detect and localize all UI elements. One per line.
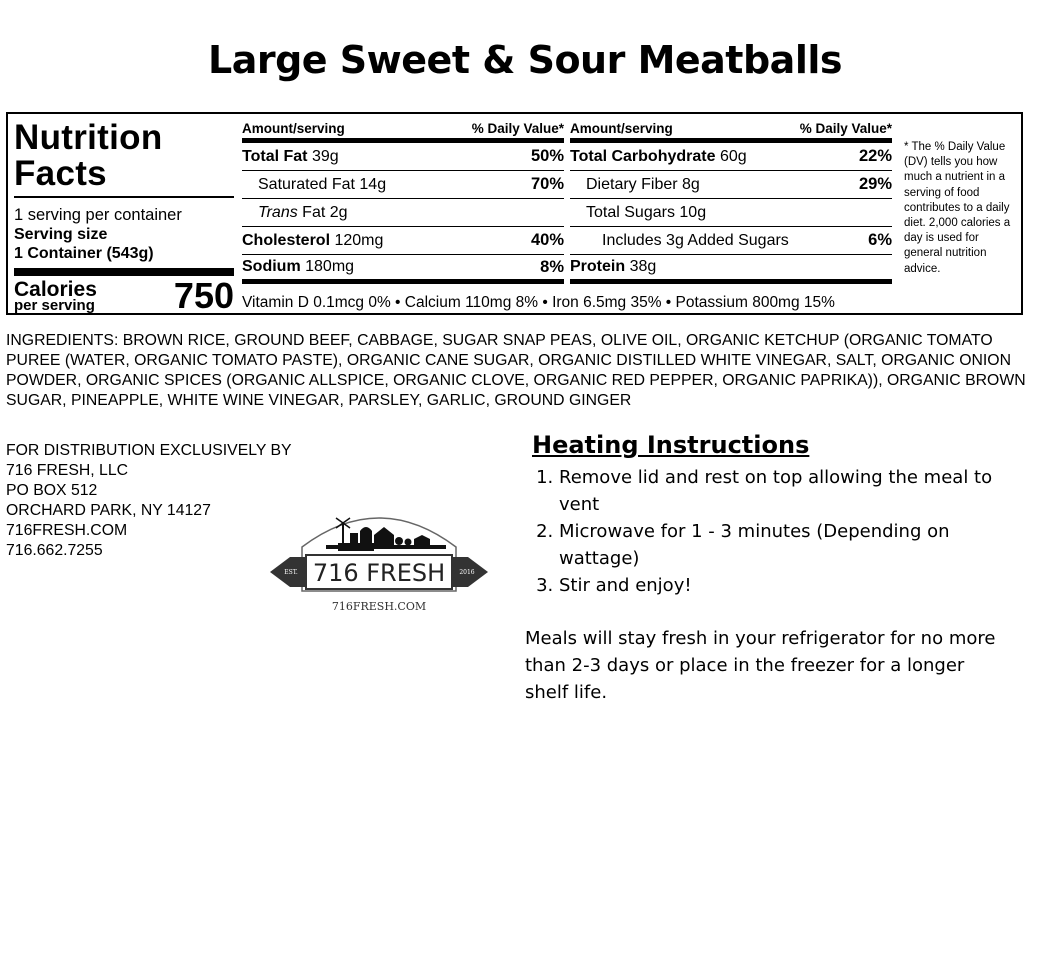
- heading-line-1: Nutrition: [14, 118, 163, 157]
- amount-header: Amount/serving: [570, 121, 673, 136]
- heating-title: Heating Instructions: [532, 431, 810, 459]
- heating-steps: [525, 464, 1015, 599]
- logo-name: 716 FRESH: [312, 559, 446, 587]
- nutrient-dv: 8%: [540, 257, 564, 276]
- distribution-line: FOR DISTRIBUTION EXCLUSIVELY BY: [6, 442, 292, 459]
- nutrient-dv: 29%: [858, 175, 892, 193]
- heating-step: 1. Remove lid and rest on top allowing the meal to vent: [559, 464, 1015, 518]
- nutrient-name: Sodium: [242, 258, 301, 275]
- nutrient-row-protein: [570, 255, 892, 284]
- serving-size-value: 1 Container (543g): [14, 245, 154, 262]
- heating-instructions: [525, 428, 1015, 706]
- calories-value: 750: [173, 275, 234, 316]
- nutrient-dv: 50%: [530, 147, 564, 165]
- company-name: 716 FRESH, LLC: [6, 462, 129, 479]
- servings-per-container: 1 serving per container: [14, 206, 182, 224]
- nutrient-row-total-carbohydrate: [570, 143, 892, 171]
- phone: 716.662.7255: [6, 542, 103, 559]
- daily-value-footnote: * The % Daily Value (DV) tells you how much a nutrient in a serving of food contributes to a daily diet. 2,000 calories a day is used for general nutrition advice.: [904, 141, 1011, 275]
- nutrient-amount: 2g: [329, 203, 348, 221]
- nutrient-amount: 39g: [311, 147, 339, 165]
- nutrient-name: Cholesterol: [242, 231, 331, 249]
- logo-url: 716FRESH.COM: [331, 600, 427, 613]
- nutrient-amount: 180mg: [305, 258, 355, 275]
- nutrient-row-total-sugars: [570, 199, 892, 227]
- nutrition-facts-label: [6, 112, 1023, 315]
- nutrient-row-added-sugars: [570, 227, 892, 255]
- nutrient-dv: 6%: [868, 231, 892, 249]
- nutrient-name: Saturated Fat: [258, 175, 355, 193]
- heading-line-2: Facts: [14, 154, 107, 193]
- column-header: [242, 120, 564, 143]
- website: 716FRESH.COM: [6, 522, 128, 539]
- amount-header: Amount/serving: [242, 121, 345, 136]
- column-header: [570, 120, 892, 143]
- nutrient-dv: 70%: [530, 175, 564, 193]
- nutrient-row-cholesterol: [242, 227, 564, 255]
- nutrient-row-dietary-fiber: [570, 171, 892, 199]
- serving-size-label: Serving size: [14, 226, 108, 243]
- calories-block: [14, 268, 234, 318]
- nutrient-amount: 8g: [682, 175, 700, 193]
- heating-step: 3. Stir and enjoy!: [559, 572, 1015, 599]
- nutrient-name: Total Fat: [242, 147, 308, 165]
- nutrient-row-total-fat: [242, 143, 564, 171]
- nutrient-name: Total Sugars: [586, 203, 675, 221]
- nutrient-name: Dietary Fiber: [586, 175, 678, 193]
- calories-label: Calories: [14, 278, 97, 301]
- nutrient-amount: 120mg: [334, 231, 384, 249]
- nutrient-row-trans-fat: [242, 199, 564, 227]
- nutrient-column-left: [242, 120, 564, 284]
- vitamins-minerals-line: Vitamin D 0.1mcg 0% • Calcium 110mg 8% • Iron 6.5mg 35% • Potassium 800mg 15%: [242, 294, 835, 311]
- distribution-info: [6, 441, 292, 561]
- product-title: Large Sweet & Sour Meatballs: [208, 38, 842, 82]
- nutrient-name-rest: Fat: [302, 203, 326, 221]
- nutrient-name: Includes 3g Added Sugars: [602, 231, 789, 249]
- nutrient-amount: 38g: [629, 258, 657, 275]
- daily-value-header: % Daily Value*: [799, 121, 892, 136]
- po-box: PO BOX 512: [6, 482, 98, 499]
- nutrient-name: Total Carbohydrate: [570, 147, 716, 165]
- logo-est: EST.: [284, 569, 298, 576]
- nutrient-amount: 10g: [679, 203, 707, 221]
- logo-year: 2016: [459, 569, 475, 576]
- storage-note: Meals will stay fresh in your refrigerator for no more than 2-3 days or place in the freezer for a longer shelf life.: [525, 628, 996, 703]
- nutrient-name: Protein: [570, 258, 626, 275]
- nutrient-row-sodium: [242, 255, 564, 284]
- brand-logo: [266, 505, 492, 617]
- nutrient-amount: 14g: [359, 175, 387, 193]
- nutrient-dv: 40%: [530, 231, 564, 249]
- nutrition-facts-summary: [14, 120, 234, 318]
- nutrient-dv: 22%: [858, 147, 892, 165]
- daily-value-header: % Daily Value*: [471, 121, 564, 136]
- nutrient-row-saturated-fat: [242, 171, 564, 199]
- heating-step: 2. Microwave for 1 - 3 minutes (Depending on wattage): [559, 518, 1015, 572]
- nutrient-column-right: [570, 120, 892, 284]
- nutrient-amount: 60g: [719, 147, 747, 165]
- nutrient-name: Trans: [258, 203, 298, 221]
- calories-sublabel: per serving: [14, 297, 95, 314]
- nutrition-facts-heading: [14, 120, 234, 198]
- ingredients-list: INGREDIENTS: BROWN RICE, GROUND BEEF, CABBAGE, SUGAR SNAP PEAS, OLIVE OIL, ORGANIC KETCHUP (ORGANIC TOMATO PUREE (WATER, ORGANIC TOMATO PASTE), ORGANIC CANE SUGAR, ORGANIC DISTILLED WHITE VINEGAR, SALT, ORGANIC ONION POWDER, ORGANIC SPICES (ORGANIC ALLSPICE, ORGANIC CLOVE, ORGANIC RED PEPPER, ORGANIC PAPRIKA)), ORGANIC BROWN SUGAR, PINEAPPLE, WHITE WINE VINEGAR, PARSLEY, GARLIC, GROUND GINGER: [6, 332, 1026, 409]
- city-state-zip: ORCHARD PARK, NY 14127: [6, 502, 211, 519]
